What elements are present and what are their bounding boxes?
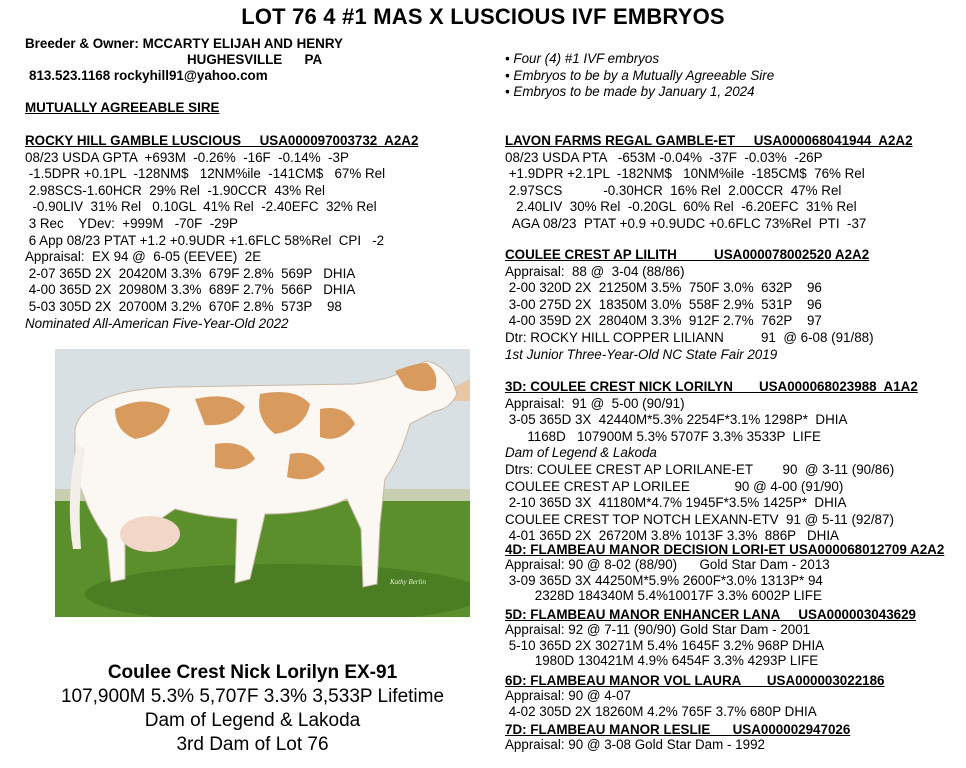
cow-photo [55, 349, 470, 617]
regal-line: 08/23 USDA PTA -653M -0.04% -37F -0.03% -26P [505, 149, 823, 165]
breeder-contact: 813.523.1168 rockyhill91@yahoo.com [29, 68, 268, 83]
lilith-footnote: 1st Junior Three-Year-Old NC State Fair 2019 [505, 346, 778, 362]
laura-block [505, 673, 885, 719]
luscious-line: 2-07 365D 2X 20420M 3.3% 679F 2.8% 569P DHIA [25, 265, 356, 281]
lori-heading: 4D: FLAMBEAU MANOR DECISION LORI-ET USA000068012709 A2A2 [505, 542, 945, 557]
lorilyn-dam-of: Dam of Legend & Lakoda [505, 445, 657, 461]
luscious-line: 2.98SCS-1.60HCR 29% Rel -1.90CCR 43% Rel [25, 182, 325, 198]
breeder-location: HUGHESVILLE PA [187, 52, 323, 67]
lorilyn-heading: 3D: COULEE CREST NICK LORILYN USA000068023988 A1A2 [505, 379, 918, 394]
luscious-line: 3 Rec YDev: +999M -70F -29P [25, 215, 238, 231]
regal-line: +1.9DPR +2.1PL -182NM$ 10NM%ile -185CM$ 76% Rel [505, 166, 865, 182]
lorilyn-line: 3-05 365D 3X 42440M*5.3% 2254F*3.1% 1298P* DHIA [505, 412, 848, 428]
lorilyn-line: 2-10 365D 3X 41180M*4.7% 1945F*3.5% 1425P* DHIA [505, 495, 847, 511]
lilith-line: Appraisal: 88 @ 3-04 (88/86) [505, 263, 685, 279]
luscious-footnote: Nominated All-American Five-Year-Old 2022 [25, 315, 289, 331]
lana-line: 1980D 130421M 4.9% 6454F 3.3% 4293P LIFE [505, 653, 819, 669]
note-item: • Embryos to be by a Mutually Agreeable Sire [505, 67, 775, 83]
sire-heading: MUTUALLY AGREEABLE SIRE [25, 100, 220, 115]
luscious-line: 4-00 365D 2X 20980M 3.3% 689F 2.7% 566P DHIA [25, 282, 356, 298]
luscious-heading: ROCKY HILL GAMBLE LUSCIOUS USA000097003732 A2A2 [25, 133, 419, 148]
caption-name: Coulee Crest Nick Lorilyn EX-91 [107, 662, 398, 683]
luscious-line: -1.5DPR +0.1PL -128NM$ 12NM%ile -141CM$ 67% Rel [25, 166, 386, 182]
regal-line: 2.40LIV 30% Rel -0.20GL 60% Rel -6.20EFC 31% Rel [505, 199, 857, 215]
note-item: • Four (4) #1 IVF embryos [505, 51, 660, 66]
laura-line: 4-02 305D 2X 18260M 4.2% 765F 3.7% 680P DHIA [505, 703, 817, 719]
lorilyn-line: 1168D 107900M 5.3% 5707F 3.3% 3533P LIFE [505, 428, 821, 444]
lilith-line: 2-00 320D 2X 21250M 3.5% 750F 3.0% 632P 96 [505, 280, 822, 296]
lorilyn-line: 4-01 365D 2X 26720M 3.8% 1013F 3.3% 886P DHIA [505, 528, 839, 544]
leslie-line: Appraisal: 90 @ 3-08 Gold Star Dam - 1992 [505, 737, 765, 753]
lana-line: 5-10 365D 2X 30271M 5.4% 1645F 3.2% 968P DHIA [505, 637, 825, 653]
note-item: • Embryos to be made by January 1, 2024 [505, 84, 755, 100]
lana-heading: 5D: FLAMBEAU MANOR ENHANCER LANA USA000003043629 [505, 607, 916, 622]
lilith-line: 3-00 275D 2X 18350M 3.0% 558F 2.9% 531P 96 [505, 296, 822, 312]
luscious-line: 08/23 USDA GPTA +693M -0.26% -16F -0.14% -3P [25, 149, 349, 165]
leslie-block [505, 722, 850, 753]
luscious-line: 5-03 305D 2X 20700M 3.2% 670F 2.8% 573P 98 [25, 298, 342, 314]
luscious-line: 6 App 08/23 PTAT +1.2 +0.9UDR +1.6FLC 58%Rel CPI -2 [25, 232, 385, 248]
lana-block [505, 607, 916, 669]
lorilyn-line: Appraisal: 91 @ 5-00 (90/91) [505, 395, 685, 411]
luscious-block [25, 133, 418, 332]
photo-watermark: Kathy Berlin [390, 578, 426, 586]
regal-line: AGA 08/23 PTAT +0.9 +0.9UDC +0.6FLC 73%Rel PTI -37 [505, 215, 867, 231]
lilith-block [505, 247, 874, 363]
caption-record: 107,900M 5.3% 5,707F 3.3% 3,533P Lifetime [60, 686, 445, 707]
lori-line: 3-09 365D 3X 44250M*5.9% 2600F*3.0% 1313P* 94 [505, 572, 823, 588]
regal-line: 2.97SCS -0.30HCR 16% Rel 2.00CCR 47% Rel [505, 182, 842, 198]
lilith-line: 4-00 359D 2X 28040M 3.3% 912F 2.7% 762P 97 [505, 313, 822, 329]
regal-block [505, 133, 913, 233]
lorilyn-block [505, 379, 918, 545]
lorilyn-line: COULEE CREST AP LORILEE 90 @ 4-00 (91/90) [505, 478, 844, 494]
lot-title: LOT 76 4 #1 MAS X LUSCIOUS IVF EMBRYOS [241, 4, 725, 29]
lilith-heading: COULEE CREST AP LILITH USA000078002520 A2A2 [505, 247, 870, 262]
lori-line: Appraisal: 90 @ 8-02 (88/90) Gold Star Dam - 2013 [505, 557, 830, 573]
lorilyn-line: Dtrs: COULEE CREST AP LORILANE-ET 90 @ 3-11 (90/86) [505, 461, 895, 477]
caption-third-dam: 3rd Dam of Lot 76 [176, 734, 329, 755]
breeder-owner: Breeder & Owner: MCCARTY ELIJAH AND HENRY [25, 36, 343, 51]
luscious-line: -0.90LIV 31% Rel 0.10GL 41% Rel -2.40EFC 32% Rel [25, 199, 377, 215]
lilith-line: Dtr: ROCKY HILL COPPER LILIANN 91 @ 6-08 (91/88) [505, 329, 874, 345]
lorilyn-line: COULEE CREST TOP NOTCH LEXANN-ETV 91 @ 5-11 (92/87) [505, 511, 894, 527]
laura-line: Appraisal: 90 @ 4-07 [505, 688, 631, 704]
lori-block [505, 542, 944, 604]
luscious-line: Appraisal: EX 94 @ 6-05 (EEVEE) 2E [25, 249, 262, 265]
lot-notes [505, 51, 774, 101]
laura-heading: 6D: FLAMBEAU MANOR VOL LAURA USA000003022186 [505, 673, 885, 688]
lana-line: Appraisal: 92 @ 7-11 (90/90) Gold Star Dam - 2001 [505, 622, 811, 638]
regal-heading: LAVON FARMS REGAL GAMBLE-ET USA000068041944 A2A2 [505, 133, 913, 148]
caption-dam-of: Dam of Legend & Lakoda [144, 710, 361, 731]
leslie-heading: 7D: FLAMBEAU MANOR LESLIE USA000002947026 [505, 722, 851, 737]
lori-line: 2328D 184340M 5.4%10017F 3.3% 6002P LIFE [505, 588, 822, 604]
